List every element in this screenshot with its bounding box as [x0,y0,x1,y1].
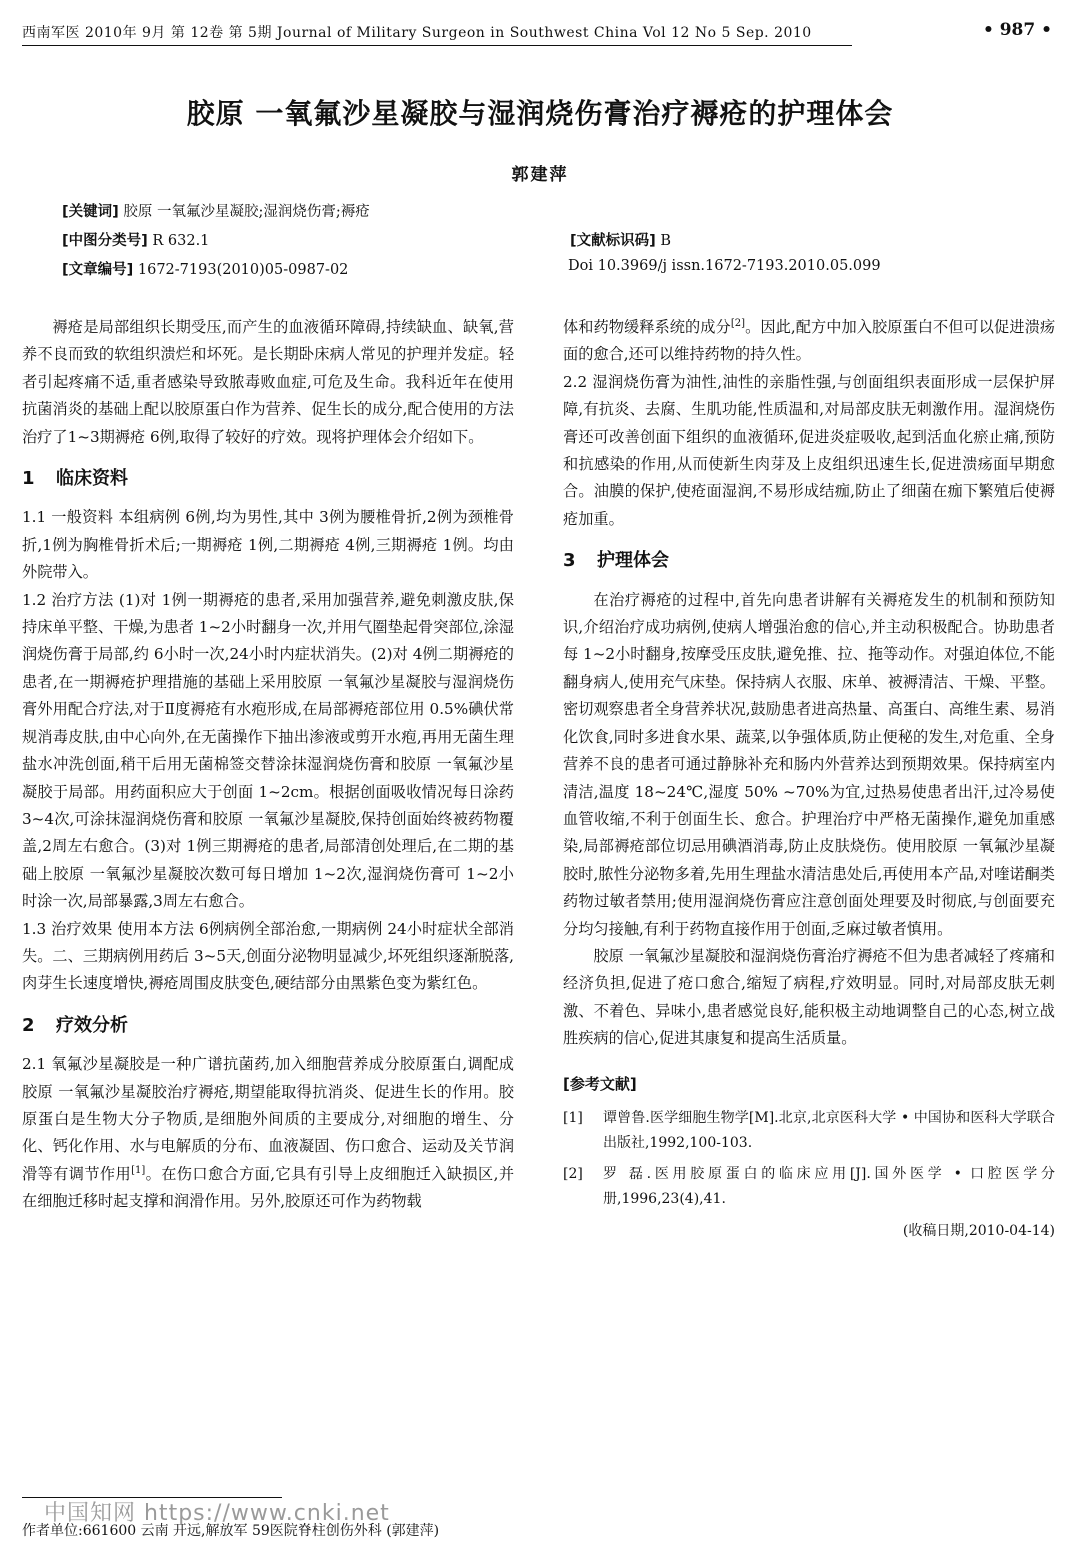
references-heading: [参考文献] [563,1074,637,1093]
reference-1-number: [1] [563,1109,583,1126]
reference-1-text: 谭曾鲁.医学细胞生物学[M].北京,北京医科大学 • 中国协和医科大学联合出版社,1992,100-103. [603,1109,1055,1151]
right-column [563,314,1055,1244]
paragraph-3-a: 在治疗褥疮的过程中,首先向患者讲解有关褥疮发生的机制和预防知识,介绍治疗成功病例,使病人增强治愈的信心,并主动积极配合。协助患者每 1~2小时翻身,按摩受压皮肤,避免推、拉、拖等动作。对强迫体位,不能翻身病人,使用充气床垫。保持病人衣服、床单、被褥清洁、干燥、平整。密切观察患者全身营养状况,鼓励患者进高热量、高蛋白、高维生素、易消化饮食,同时多进食水果、蔬菜,以争强体质,防止便秘的发生,对危重、全身营养不良的患者可通过静脉补充和肠内外营养达到预期效果。保持病室内清洁,温度 18~24℃,湿度 50% ~70%为宜,过热易使患者出汗,过冷易使血管收缩,不利于创面生长、愈合。护理治疗中严格无菌操作,避免加重感染,局部褥疮部位切忌用碘酒消毒,防止皮肤烧伤。使用胶原 一氧氟沙星凝胶时,脓性分泌物多着,先用生理盐水清洁患处后,再使用本产品,对喹诺酮类药物过敏者禁用;使用湿润烧伤膏应注意创面处理要及时彻底,与创面要充分均匀接触,有利于药物直接作用于创面,乏麻过敏者慎用。 [563,590,1055,938]
intro-paragraph: 褥疮是局部组织长期受压,而产生的血液循环障碍,持续缺血、缺氧,营养不良而致的软组织溃烂和坏死。是长期卧床病人常见的护理并发症。轻者引起疼痛不适,重者感染导致脓毒败血症,可危及生命。我科近年在使用抗菌消炎的基础上配以胶原蛋白作为营养、促生长的成分,配合使用的方法治疗了1~3期褥疮 6例,取得了较好的疗效。现将护理体会介绍如下。 [22,318,514,446]
paragraph-2-2: 2.2 湿润烧伤膏为油性,油性的亲脂性强,与创面组织表面形成一层保护屏障,有抗炎、去腐、生肌功能,性质温和,对局部皮肤无刺激作用。湿润烧伤膏还可改善创面下组织的血液循环,促进炎症吸收,起到活血化瘀止痛,预防和抗感染的作用,从而使新生肉芽及上皮组织迅速生长,促进溃疡面早期愈合。油膜的保护,使疮面湿润,不易形成结痂,防止了细菌在痂下繁殖后使褥疮加重。 [563,372,1055,528]
section-3-number: 3 [563,550,576,572]
section-3-title: 护理体会 [597,550,669,572]
keywords-value: 胶原 一氧氟沙星凝胶;湿润烧伤膏;褥疮 [123,204,370,220]
received-date: (收稿日期,2010-04-14) [902,1222,1055,1239]
doc-code-label: [文献标识码] [570,233,656,249]
reference-2 [563,1162,1055,1212]
section-2-heading [22,1012,514,1039]
author-name: 郭建萍 [511,165,569,185]
paragraph-1-2: 1.2 治疗方法 (1)对 1例一期褥疮的患者,采用加强营养,避免刺激皮肤,保持床单平整、干燥,为患者 1~2小时翻身一次,并用气圈垫起骨突部位,涂湿润烧伤膏于局部,约 6小时一次,24小时内症状消失。(2)对 4例二期褥疮的患者,在一期褥疮护理措施的基础上采用胶原 一氧氟沙星凝胶与湿润烧伤膏外用配合疗法,对于Ⅱ度褥疮有水疱形成,在局部褥疮部位用 0.5%碘伏常规消毒皮肤,由中心向外,在无菌操作下抽出渗液或剪开水疱,再用无菌生理盐水冲洗创面,稍干后用无菌棉签交替涂抹湿润烧伤膏和胶原 一氧氟沙星凝胶于局部。用药面积应大于创面 1~2cm。根据创面吸收情况每日涂药 3~4次,可涂抹湿润烧伤膏和胶原 一氧氟沙星凝胶,保持创面始终被药物覆盖,2周左右愈合。(3)对 1例三期褥疮的患者,局部清创处理后,在二期的基础上胶原 一氧氟沙星凝胶次数可每日增加 1~2次,湿润烧伤膏可 1~2小时涂一次,局部暴露,3周左右愈合。 [22,590,514,911]
paragraph-2-1-continued [563,314,1055,369]
running-head: 西南军医 2010年 9月 第 12卷 第 5期 Journal of Military Surgeon in Southwest China Vol 12 No 5 Sep. 2010 [22,22,852,46]
paragraph-1-3: 1.3 治疗效果 使用本方法 6例病例全部治愈,一期病例 24小时症状全部消失。二、三期病例用药后 3~5天,创面分泌物明显减少,坏死组织逐渐脱落,肉芽生长速度增快,褥疮周围皮肤变色,硬结部分由黑紫色变为紫红色。 [22,919,514,993]
paragraph-1-1: 1.1 一般资料 本组病例 6例,均为男性,其中 3例为腰椎骨折,2例为颈椎骨折,1例为胸椎骨折术后;一期褥疮 1例,二期褥疮 4例,三期褥疮 1例。均由外院带入。 [22,508,514,582]
clc-label: [中图分类号] [62,233,148,249]
clc-line [62,229,209,250]
article-title: 胶原 一氧氟沙星凝胶与湿润烧伤膏治疗褥疮的护理体会 [186,97,894,130]
paragraph-2-1-text-b: 。在伤口愈合方面,它具有引导上皮细胞迁入缺损区,并在细胞迁移时起支撑和润滑作用。另外,胶原还可作为药物载 [22,1164,515,1211]
clc-value: R 632.1 [152,233,210,249]
citation-1: [1] [131,1164,146,1176]
paragraph-2-1-cont-text-b: 。因此,配方中加入胶原蛋白不但可以促进溃疡面的愈合,还可以维持药物的持久性。 [563,318,1056,364]
doc-code-line [570,229,671,250]
keywords-label: [关键词] [62,204,119,220]
section-3-heading [563,547,1055,574]
article-no-label: [文章编号] [62,262,134,278]
doi-line: Doi 10.3969/j issn.1672-7193.2010.05.099 [568,258,881,274]
section-1-number: 1 [22,468,35,490]
paragraph-2-1 [22,1051,514,1215]
section-2-number: 2 [22,1014,35,1036]
article-no-line [62,258,348,279]
paragraph-2-1-text-a: 2.1 氧氟沙星凝胶是一种广谱抗菌药,加入细胞营养成分胶原蛋白,调配成胶原 一氧氟沙星凝胶治疗褥疮,期望能取得抗消炎、促进生长的作用。胶原蛋白是生物大分子物质,是细胞外间质的主要成分,对细胞的增生、分化、钙化作用、水与电解质的分布、血液凝固、伤口愈合、运动及关节润滑等有调节作用 [22,1055,514,1183]
reference-2-number: [2] [563,1165,583,1182]
keywords-line [62,200,370,221]
paragraph-2-1-cont-text-a: 体和药物缓释系统的成分 [563,318,731,336]
author-affiliation: 作者单位:661600 云南 开远,解放军 59医院脊柱创伤外科 (郭建萍) [22,1523,440,1539]
paragraph-3-b: 胶原 一氧氟沙星凝胶和湿润烧伤膏治疗褥疮不但为患者减轻了疼痛和经济负担,促进了疮口愈合,缩短了病程,疗效明显。同时,对局部皮肤无刺激、不着色、异味小,患者感觉良好,能积极主动地调整自己的心态,树立战胜疾病的信心,促进其康复和提高生活质量。 [563,946,1055,1048]
doc-code-value: B [660,233,672,249]
cnki-watermark: 中国知网 https://www.cnki.net [44,1501,390,1526]
section-1-title: 临床资料 [56,468,128,490]
citation-2: [2] [730,317,745,329]
article-no-value: 1672-7193(2010)05-0987-02 [137,262,349,278]
reference-2-text: 罗 磊.医用胶原蛋白的临床应用[J].国外医学 • 口腔医学分册,1996,23(4),41. [603,1165,1055,1207]
reference-1 [563,1106,1055,1156]
page-number: • 987 • [982,20,1052,40]
section-2-title: 疗效分析 [56,1014,128,1036]
section-1-heading [22,465,514,492]
left-column [22,314,514,1216]
